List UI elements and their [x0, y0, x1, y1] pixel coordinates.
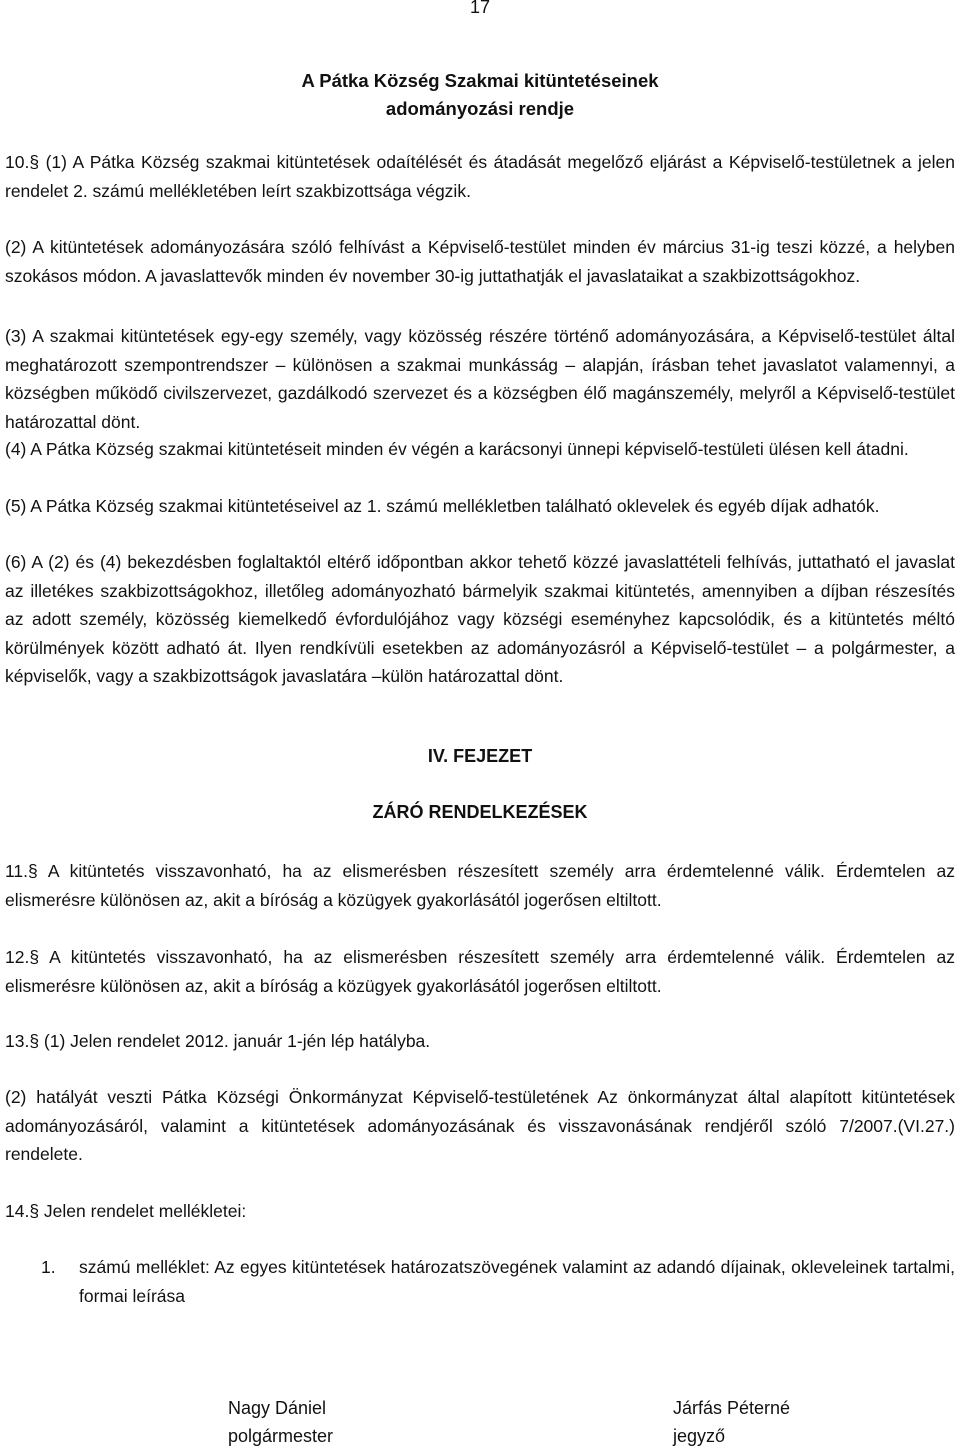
- section-12: 12.§ A kitüntetés visszavonható, ha az elismerésben részesített személy arra érdemtelenné válik. Érdemtelen az elismerésre különösen az, akit a bíróság a közügyek gyakorlásától jogerősen eltiltott.: [5, 947, 955, 996]
- section-10-paragraph-3: (3) A szakmai kitüntetések egy-egy személy, vagy közösség részére történő adományozására, a Képviselő-testület által meghatározott szempontrendszer – különösen a szakmai munkásság – alapján, írásban tehet javaslatot valamennyi, a községben működő civilszervezet, gazdálkodó szervezet és a községben élő magánszemély, melyről a Képviselő-testület határozattal dönt.: [5, 326, 955, 432]
- annex-list-number: 1.: [41, 1257, 56, 1277]
- document-title-line-2: adományozási rendje: [385, 98, 575, 119]
- section-13-paragraph-2: (2) hatályát veszti Pátka Községi Önkormányzat Képviselő-testületének Az önkormányzat által alapított kitüntetések adományozásáról, valamint a kitüntetések adományozásának és visszavonásának rendjéről szóló 7/2007.(VI.27.) rendelete.: [5, 1087, 955, 1164]
- document-title-line-1: A Pátka Község Szakmai kitüntetéseinek: [301, 70, 659, 91]
- signature-left-role: polgármester: [228, 1426, 334, 1446]
- section-14: 14.§ Jelen rendelet mellékletei:: [5, 1201, 247, 1221]
- signature-left-name: Nagy Dániel: [228, 1398, 327, 1418]
- page-number: 17: [469, 0, 491, 17]
- section-10-paragraph-1: 10.§ (1) A Pátka Község szakmai kitüntetések odaítélését és átadását megelőző eljárást a Képviselő-testületnek a jelen rendelet 2. számú mellékletében leírt szakbizottsága végzik.: [5, 152, 955, 201]
- signature-right-name: Járfás Péterné: [673, 1398, 791, 1418]
- section-10-paragraph-2: (2) A kitüntetések adományozására szóló felhívást a Képviselő-testület minden év március 31-ig teszi közzé, a helyben szokásos módon. A javaslattevők minden év november 30-ig juttathatják el javaslataikat a szakbizottságokhoz.: [5, 237, 955, 286]
- chapter-title: ZÁRÓ RENDELKEZÉSEK: [372, 802, 588, 822]
- section-10-paragraph-4: (4) A Pátka Község szakmai kitüntetéseit minden év végén a karácsonyi ünnepi képviselő-testületi ülésen kell átadni.: [5, 439, 909, 459]
- chapter-heading: IV. FEJEZET: [427, 746, 533, 766]
- section-13-paragraph-1: 13.§ (1) Jelen rendelet 2012. január 1-jén lép hatályba.: [5, 1031, 431, 1051]
- annex-list-item: számú melléklet: Az egyes kitüntetések határozatszövegének valamint az adandó díjainak, okleveleinek tartalmi, formai leírása: [79, 1257, 955, 1306]
- section-10-paragraph-6: (6) A (2) és (4) bekezdésben foglaltaktól eltérő időpontban akkor tehető közzé javaslattételi felhívás, juttatható el javaslat az illetékes szakbizottságokhoz, illetőleg adományozható bármelyik szakmai kitüntetés, amennyiben a díjban részesítés az adott személy, közösség kiemelkedő évfordulójához vagy községi eseményhez kapcsolódik, és a kitüntetés méltó körülmények között adható át. Ilyen rendkívüli esetekben az adományozásról a Képviselő-testület – a polgármester, a képviselők, vagy a szakbizottságok javaslatára –külön határozattal dönt.: [5, 552, 955, 686]
- signature-right-role: jegyző: [673, 1426, 726, 1446]
- section-10-paragraph-5: (5) A Pátka Község szakmai kitüntetéseivel az 1. számú mellékletben található oklevelek és egyéb díjak adhatók.: [5, 496, 880, 516]
- section-11: 11.§ A kitüntetés visszavonható, ha az elismerésben részesített személy arra érdemtelenné válik. Érdemtelen az elismerésre különösen az, akit a bíróság a közügyek gyakorlásától jogerősen eltiltott.: [5, 861, 955, 910]
